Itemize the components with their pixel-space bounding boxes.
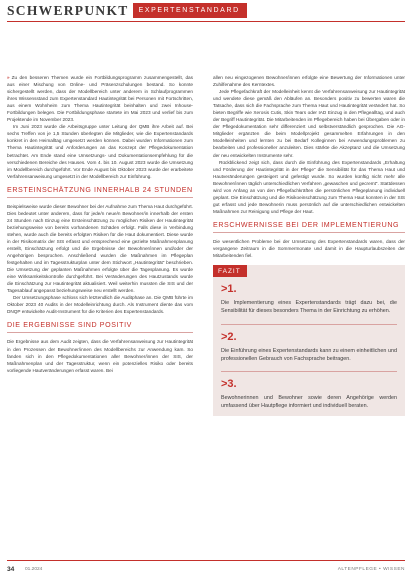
fazit-item [213, 277, 405, 317]
section-heading: DIE ERGEBNISSE SIND POSITIV [7, 321, 193, 333]
paragraph: Der Umsetzungsphase schloss sich letztendlich die Auditphase an. Die QMB führte im Oktober 2023 40 Audits in der Modelleinrichtung durch. Als Instrument diente das vom DNQP entwickelte Audit-Instrument für die Kriterien des Expertenstandards. [7, 295, 193, 315]
header-rule [7, 21, 405, 22]
left-column [7, 74, 193, 374]
fazit-box [213, 265, 405, 416]
fazit-item [213, 372, 405, 412]
paragraph: Die wesentlichen Probleme bei der Umsetzung des Expertenstandards waren, dass der vergangene Zeitraum in die Sommermonate und damit in die Haupturlaubszeiten der Mitarbeitenden fiel. [213, 238, 405, 259]
magazine-name: ALTENPFLEGE • WISSEN [337, 567, 405, 572]
right-column [213, 74, 405, 416]
fazit-number: >2. [221, 330, 237, 343]
paragraph: » Zu den besseren Themen wurde ein Fortbildungsprogramm zusammengestellt, das aus einer Mischung von Online- und Präsenzschulungen bestand. So konnte sichergestellt werden, dass der Modellbereich unter anderem in Schlaufprogrammen ihres Wissensstand zum Expertenstandard Hautintegrität bei Personen mit Fortschritten, aus einem Wohnheim zum Thema Hautintegrität beinhalten und zwei Inhouse-Fortbildungen belegen. Die Fortbildungsphase startete im Mai 2023 und verlief bis zum Projektende im November 2023. [7, 75, 193, 123]
fazit-text: Bewohnerinnen und Bewohner sowie deren Angehörige werden umfassend über Hautpflege informiert und individuell beraten. [221, 394, 397, 410]
section-heading: ERSTEINSCHÄTZUNG INNERHALB 24 STUNDEN [7, 186, 193, 198]
paragraph: Rückblickend zeigt sich, dass durch die Einführung des Expertenstandards „Erhaltung und Förderung der Hautintegrität in der Pflege“ die Sensibilität für das Thema Haut und Hautveränderungen gesteigert und gefestigt wurde. So wurden künftig nicht mehr alle Bewohner/innen täglich unterschiedlichen Verfahren „gewaschen und gecremt“. Stattdessen wird von Anfang an von den Pflegefachkräften die persönlichen Pflegeplanung individuell geplant. Die Einschätzung und die Risikoeinschätzung zum Thema Haut konnten in der SIS gut erfasst und jede Bewohnerin muss persönlich auf die unterschiedlichen entwickelten Maßnahmen zur Reinigung und Pflege der Haut. [213, 159, 405, 214]
fazit-text: Die Einführung eines Expertenstandards kann zu einem einheitlichen und professionellen Gebrauch von Fachsprache beitragen. [221, 347, 397, 362]
section-title: SCHWERPUNKT [7, 2, 129, 18]
paragraph: allen neu eingezogenen Bewohner/innen erfolgte eine Bewertung der Informationen unter Zuhilfenahme des Kerntextes. [213, 75, 405, 88]
ornament-icon: » [7, 75, 10, 80]
fazit-text: Die Implementierung eines Expertenstandards trägt dazu bei, die Sensibilität für dieses besonders Thema in der Einrichtung zu erhöhen. [221, 300, 397, 315]
paragraph: Jede Pflegefachkraft der Modelleinheit kennt die Verfahrensanweisung zur Hautintegrität und wendete diese gemäß den Abläufen an. Besonders positiv zu bewerten waren die Tatsache, dass sich die Fachsprache zum Thema Haut und Hautintegrität verändert hat. So bieten Begriffe wie Xerosis Cutis, Skin Tears oder IAD Einzug in den Pflegealltag, und auch der Begriff Hautintegrität. Die Mitarbeitenden im Pflegebereich haben bei Übergaben oder in der Pflegedokumentation sehr differenziert und selbstverständlich gesprochen. Die AG-Mitglieder ergänzten die beim Modellprojekt gesammelten Erfahrungen in den Modelleinheiten und lernten zu bei Bedarf Kolleginnen bei Anwendungsproblemen zu bearbeiten und professioneller anzuleiten. Dies stärkte die Akzeptanz und die Umsetzung der neu entwickelten Instrumente sehr. [213, 89, 405, 158]
fazit-title: FAZIT [213, 265, 247, 277]
fazit-item [213, 325, 405, 365]
page-number: 34 [7, 566, 15, 573]
fazit-number: >3. [221, 377, 237, 390]
page-footer [7, 560, 405, 579]
section-heading: ERSCHWERNISSE BEI DER IMPLEMENTIERUNG [213, 221, 405, 233]
fazit-number: >1. [221, 283, 237, 296]
paragraph: Die Ergebnisse aus dem Audit zeigten, dass die Verfahrensanweisung zur Hautintegrität in den Prozessen der Bewohner/innen des Modellbereichs zur Anwendung kam. So fanden sich in den Pflegedokumentationen aller Bewohner/innen der SIS, der Maßnahmenplan und der Tagesstruktur, wenn ein potenzielles Risiko oder bereits vorliegende Hautveränderungen erfasst waren. Bei [7, 339, 193, 373]
paragraph: Beispielsweise wurde dieser Bewohner bei der Aufnahme zum Thema Haut durchgeführt. Dies bedeutet unter anderem, dass für jede/n neue/n Bewohner/in innerhalb der ersten 24 Stunden nach Einzug eine Ersteinschätzung zu möglichen Risiken der Hautintegrität beziehungsweise von bereits vorhandenen Schäden erfolgt. Falls diese in Verbindung stehen, wurde auch die bereits erfolgten Risiken für die Haut dokumentiert. Diese wurde in der Risikomatrix der SIS erfasst und entsprechend eine gezielte Maßnahmenplanung erstellt, Einschätzung erfolgt und die Ergebnisse der Bewohner/innen und/oder der Angehörigen besprochen. Anschließend wurden die Maßnahmen im Pflegeplan festgehalten und im Tagesstrukturplan unter dem Stichwort „Hautintegrität“ beschrieben. Die Umsetzung der geplanten Maßnahmen erfolgte über die Tagesplanung. Es wurde eine Wirksamkeitskontrolle durchgeführt. Bei Veränderungen des Hautzustands wurde die Einschätzung zur Hautintegrität aktualisiert. Weil weiterhin mussten die SIS und der Tagesablauf angepasst beziehungsweise neu erstellt werden. [7, 203, 193, 294]
paragraph: Im Juni 2023 wurde die Arbeitsgruppe unter Leitung der QMB ihre Arbeit auf. Bei sechs Treffen von je 1,5 Stunden überlegten die Mitglieder, wie die Expertenstandards konkret in den Heimalltag umgesetzt werden können. Dabei wurden Informationen zum Thema Hautintegrität und Anforderungen an das Konzept der Pflegedokumentation betrachtet. Am Ende stand eine Umsetzungs- und Dokumentationsempfehlung für die verschiedenen Bereiche des Hauses. Vom 4. bis 10. August 2023 wurde die Umsetzung im Modellbereich durchgeführt. Vor Ende August bis Oktober 2023 wurde der erarbeitete Verfahrensanweisung umgesetzt in der Modellbereich zur Einführung. [7, 124, 193, 179]
section-subtitle: EXPERTENSTANDARD [133, 3, 247, 18]
header [7, 3, 247, 18]
issue-label: 01.2024 [25, 567, 43, 572]
